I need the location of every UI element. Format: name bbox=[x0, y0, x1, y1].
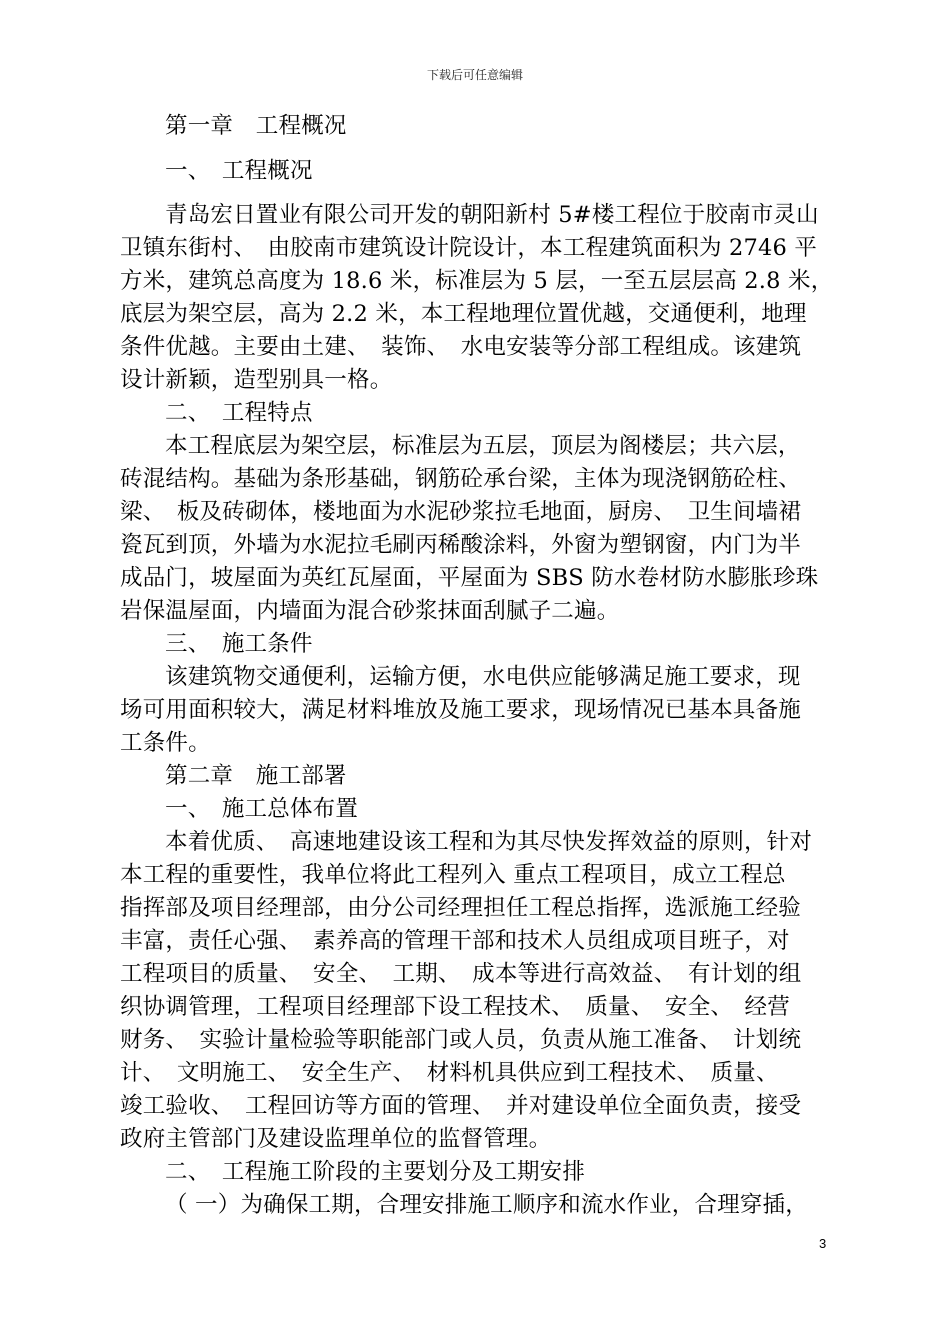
section-heading: 三、 施工条件 bbox=[165, 631, 313, 657]
section-heading: 二、 工程特点 bbox=[165, 400, 313, 426]
paragraph-line: 梁、 板及砖砌体，楼地面为水泥砂浆拉毛地面，厨房、 卫生间墙裙 bbox=[120, 499, 802, 525]
page-number: 3 bbox=[819, 1236, 827, 1251]
paragraph-line: 本工程的重要性，我单位将此工程列入 重点工程项目，成立工程总 bbox=[120, 862, 786, 888]
paragraph-line: 财务、 实验计量检验等职能部门或人员，负责从施工准备、 计划统 bbox=[120, 1027, 802, 1053]
paragraph-line: 计、 文明施工、 安全生产、 材料机具供应到工程技术、 质量、 bbox=[120, 1060, 779, 1086]
paragraph-line: 岩保温屋面，内墙面为混合砂浆抹面刮腻子二遍。 bbox=[120, 598, 620, 624]
paragraph-line: 场可用面积较大，满足材料堆放及施工要求，现场情况已基本具备施 bbox=[120, 697, 802, 723]
paragraph-line: 青岛宏日置业有限公司开发的朝阳新村 5#楼工程位于胶南市灵山 bbox=[165, 202, 819, 228]
paragraph-line: 瓷瓦到顶，外墙为水泥拉毛刷丙稀酸涂料，外窗为塑钢窗，内门为半 bbox=[120, 532, 802, 558]
paragraph-line: 砖混结构。基础为条形基础，钢筋砼承台梁，主体为现浇钢筋砼柱、 bbox=[120, 466, 802, 492]
paragraph-line: 本着优质、 高速地建设该工程和为其尽快发挥效益的原则，针对 bbox=[165, 829, 813, 855]
paragraph-line: 方米，建筑总高度为 18.6 米，标准层为 5 层，一至五层层高 2.8 米， bbox=[120, 268, 834, 294]
paragraph-line: 丰富，责任心强、 素养高的管理干部和技术人员组成项目班子，对 bbox=[120, 928, 790, 954]
paragraph-line: 织协调管理，工程项目经理部下设工程技术、 质量、 安全、 经营 bbox=[120, 994, 790, 1020]
paragraph-line: 条件优越。主要由土建、 装饰、 水电安装等分部工程组成。该建筑 bbox=[120, 334, 802, 360]
paragraph-line: 工程项目的质量、 安全、 工期、 成本等进行高效益、 有计划的组 bbox=[120, 961, 802, 987]
chapter-2-title: 第二章 施工部署 bbox=[165, 763, 347, 789]
section-heading: 一、 工程概况 bbox=[165, 158, 313, 184]
paragraph-line: 政府主管部门及建设监理单位的监督管理。 bbox=[120, 1126, 552, 1152]
page-header: 下载后可任意编辑 bbox=[426, 68, 523, 82]
paragraph-line: 成品门，坡屋面为英红瓦屋面，平屋面为 SBS 防水卷材防水膨胀珍珠 bbox=[120, 565, 819, 591]
paragraph-line: 竣工验收、 工程回访等方面的管理、 并对建设单位全面负责，接受 bbox=[120, 1093, 802, 1119]
paragraph-line: 工条件。 bbox=[120, 730, 211, 756]
paragraph-line: 底层为架空层，高为 2.2 米，本工程地理位置优越，交通便利，地理 bbox=[120, 301, 807, 327]
paragraph-line: 该建筑物交通便利，运输方便，水电供应能够满足施工要求，现 bbox=[165, 664, 801, 690]
paragraph-line: 卫镇东街村、 由胶南市建筑设计院设计，本工程建筑面积为 2746 平 bbox=[120, 235, 818, 261]
section-heading: 二、 工程施工阶段的主要划分及工期安排 bbox=[165, 1159, 586, 1185]
paragraph-line: （ 一）为确保工期，合理安排施工顺序和流水作业，合理穿插， bbox=[165, 1192, 808, 1218]
section-heading: 一、 施工总体布置 bbox=[165, 796, 359, 822]
paragraph-line: 本工程底层为架空层，标准层为五层，顶层为阁楼层；共六层， bbox=[165, 433, 801, 459]
paragraph-line: 指挥部及项目经理部，由分公司经理担任工程总指挥，选派施工经验 bbox=[120, 895, 802, 921]
chapter-1-title: 第一章 工程概况 bbox=[165, 113, 347, 139]
paragraph-line: 设计新颖，造型别具一格。 bbox=[120, 367, 393, 393]
